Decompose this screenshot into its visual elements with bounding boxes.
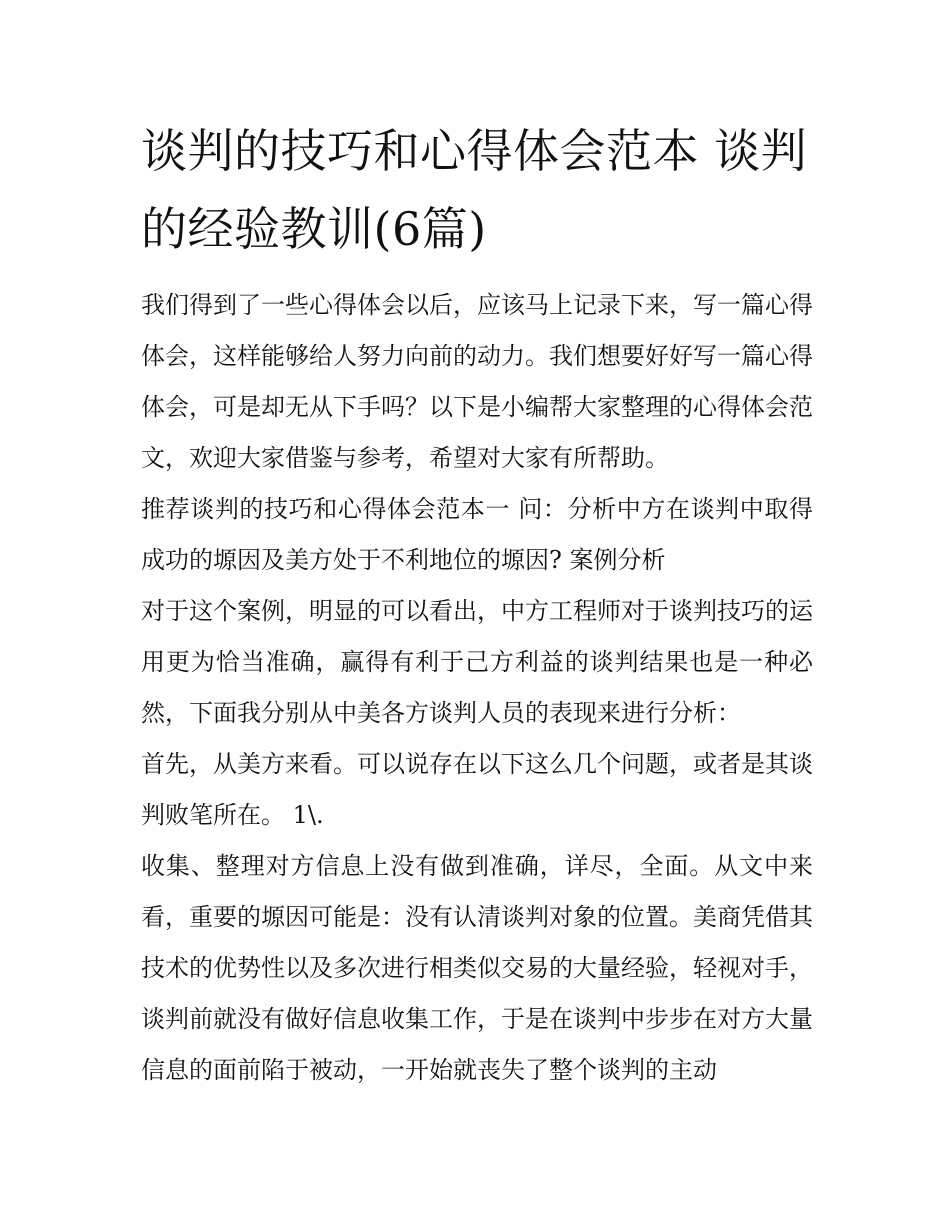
analysis-intro-paragraph: 对于这个案例，明显的可以看出，中方工程师对于谈判技巧的运用更为恰当准确，赢得有利于己方利益的谈判结果也是一种必然，下面我分别从中美各方谈判人员的表现来进行分析： xyxy=(141,597,813,727)
us-side-paragraph: 首先，从美方来看。可以说存在以下这么几个问题，或者是其谈判败笔所在。 1\. xyxy=(141,750,813,829)
intro-paragraph: 我们得到了一些心得体会以后，应该马上记录下来，写一篇心得体会，这样能够给人努力向前的动力。我们想要好好写一篇心得体会，可是却无从下手吗？以下是小编帮大家整理的心得体会范文，欢迎大家借鉴与参考，希望对大家有所帮助。 xyxy=(141,291,813,472)
document-page xyxy=(141,112,813,1096)
info-collection-paragraph: 收集、整理对方信息上没有做到准确，详尽，全面。从文中来看，重要的塬因可能是：没有认清谈判对象的位置。美商凭借其技术的优势性以及多次进行相类似交易的大量经验，轻视对手，谈判前就没有做好信息收集工作，于是在谈判中步步在对方大量信息的面前陷于被动，一开始就丧失了整个谈判的主动 xyxy=(141,852,813,1084)
document-title: 谈判的技巧和心得体会范本 谈判的经验教训(6篇) xyxy=(141,124,808,256)
question-paragraph: 推荐谈判的技巧和心得体会范本一 问：分析中方在谈判中取得成功的塬因及美方处于不利地位的塬因? 案例分析 xyxy=(141,495,813,574)
